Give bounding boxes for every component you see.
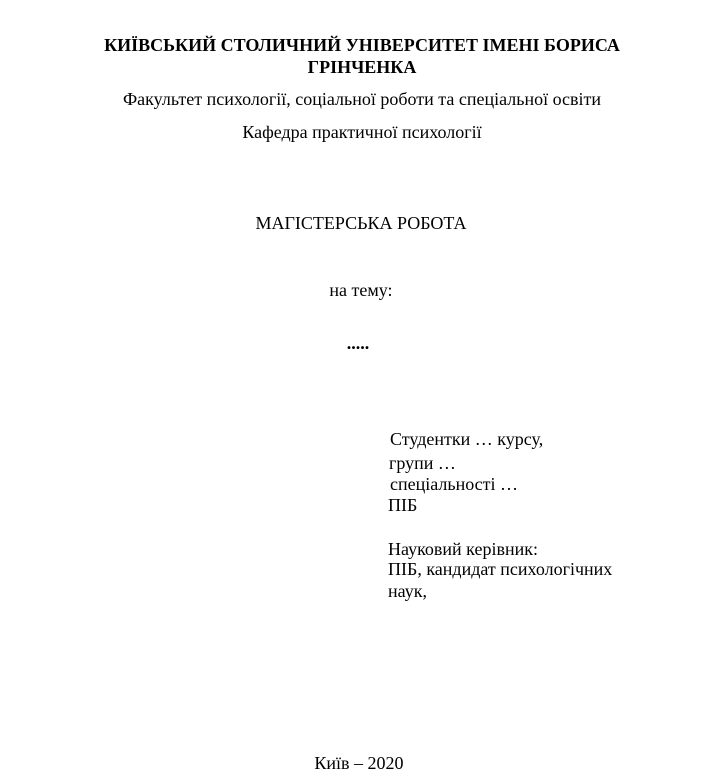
- student-course: Студентки … курсу,: [390, 429, 544, 449]
- supervisor-name-line-1: ПІБ, кандидат психологічних: [388, 559, 613, 579]
- university-name-line-2: ГРІНЧЕНКА: [307, 57, 417, 77]
- student-name: ПІБ: [388, 495, 418, 515]
- work-type-title: МАГІСТЕРСЬКА РОБОТА: [255, 213, 467, 233]
- university-name-line-1: КИЇВСЬКИЙ СТОЛИЧНИЙ УНІВЕРСИТЕТ ІМЕНІ БОРИСА: [104, 35, 620, 55]
- student-group: групи …: [389, 453, 456, 473]
- student-specialty: спеціальності …: [390, 474, 519, 494]
- faculty-name: Факультет психології, соціальної роботи та спеціальної освіти: [122, 89, 602, 109]
- theme-label: на тему:: [329, 280, 393, 300]
- department-name: Кафедра практичної психології: [242, 122, 482, 142]
- supervisor-name-line-2: наук,: [388, 581, 427, 601]
- theme-value: .....: [346, 333, 370, 353]
- supervisor-label: Науковий керівник:: [388, 539, 538, 559]
- city-year: Київ – 2020: [314, 753, 404, 773]
